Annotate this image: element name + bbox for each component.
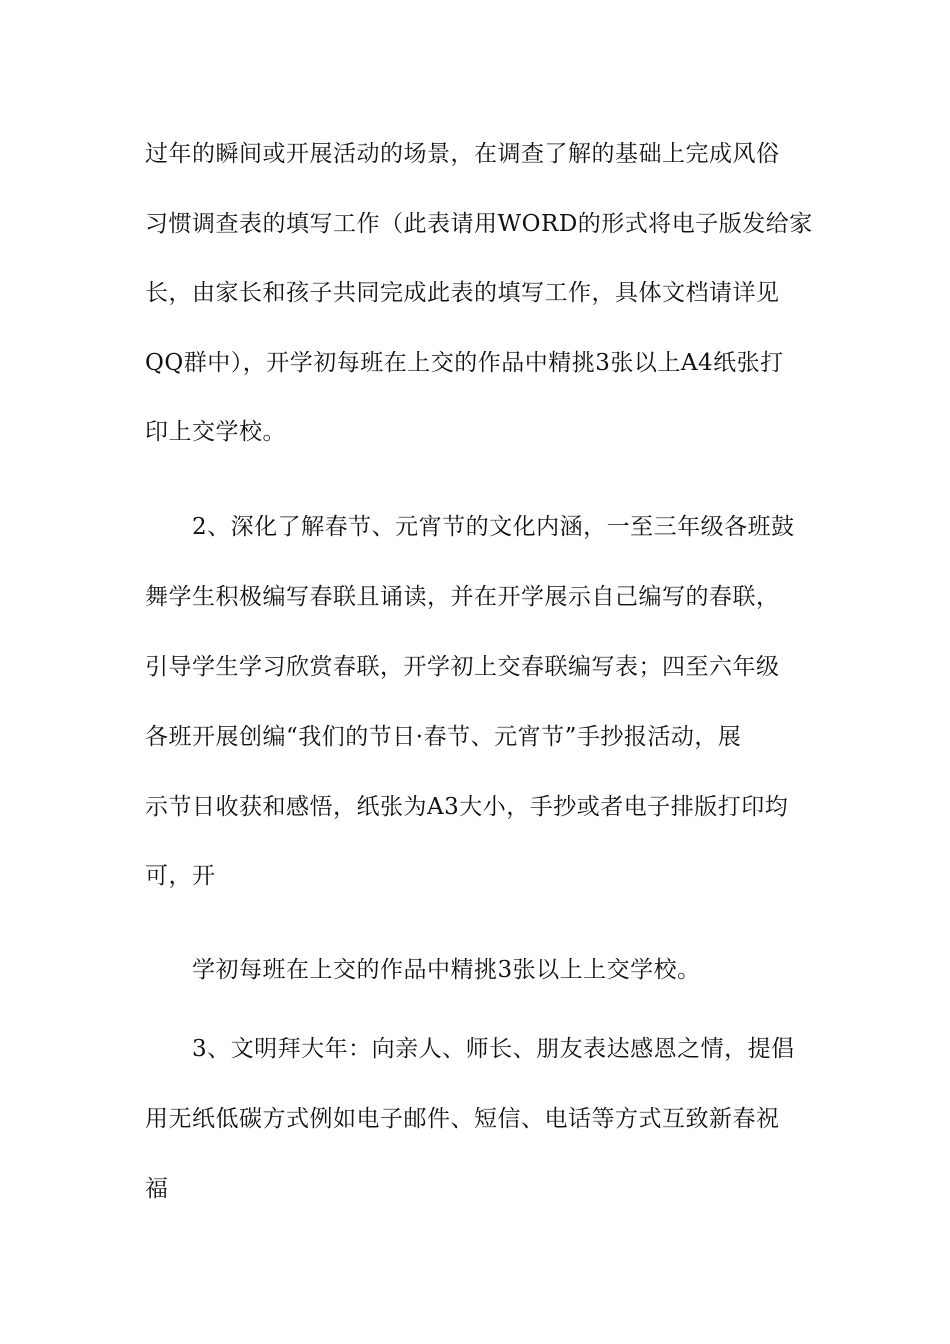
text-line: 印上交学校。 [145, 419, 286, 445]
text-line: QQ群中），开学初每班在上交的作品中精挑3张以上A4纸张打 [145, 350, 784, 376]
text-line: 长，由家长和孩子共同完成此表的填写工作，具体文档请详见 [145, 280, 780, 306]
paragraph-continuation: 学初每班在上交的作品中精挑3张以上上交学校。 [192, 957, 701, 983]
text-line: 可，开 [145, 863, 216, 889]
paragraph-3-start: 3、文明拜大年：向亲人、师长、朋友表达感恩之情，提倡 [192, 1036, 795, 1062]
text-line: 各班开展创编“我们的节日·春节、元宵节”手抄报活动，展 [145, 724, 742, 750]
paragraph-2-start: 2、深化了解春节、元宵节的文化内涵，一至三年级各班鼓 [192, 514, 795, 540]
text-line: 用无纸低碳方式例如电子邮件、短信、电话等方式互致新春祝 [145, 1106, 780, 1132]
text-line: 习惯调查表的填写工作（此表请用WORD的形式将电子版发给家 [145, 211, 813, 237]
text-line: 过年的瞬间或开展活动的场景，在调查了解的基础上完成风俗 [145, 141, 780, 167]
text-line: 福 [145, 1176, 169, 1202]
text-line: 示节日收获和感悟，纸张为A3大小，手抄或者电子排版打印均 [145, 794, 789, 820]
text-line: 舞学生积极编写春联且诵读，并在开学展示自己编写的春联， [145, 584, 780, 610]
text-line: 引导学生学习欣赏春联，开学初上交春联编写表；四至六年级 [145, 654, 780, 680]
